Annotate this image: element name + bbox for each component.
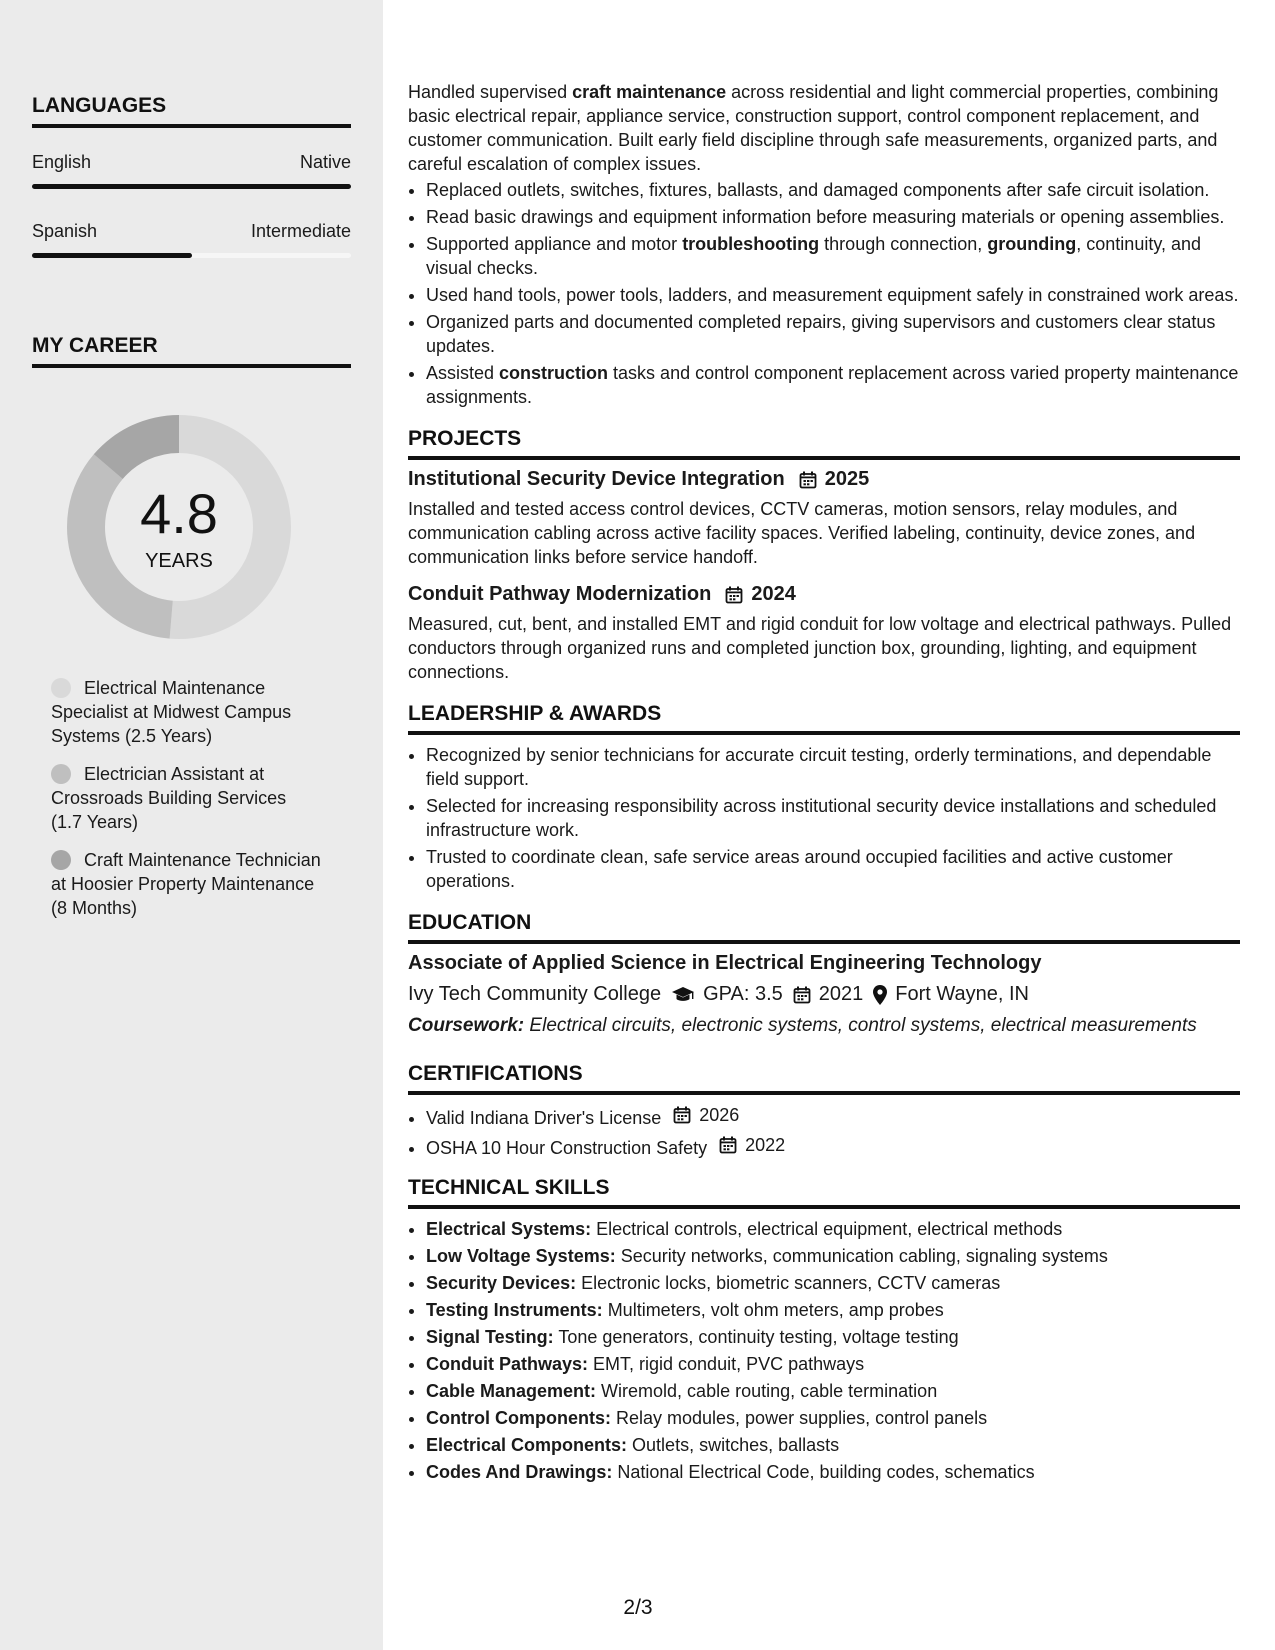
list-item: • Trusted to coordinate clean, safe service areas around occupied facilities and active customer operations. bbox=[426, 845, 1240, 893]
legend-dot bbox=[51, 678, 71, 698]
project-description: Measured, cut, bent, and installed EMT and rigid conduit for low voltage and electrical pathways. Pulled conductors through organized runs and completed junction box, grounding, lighting, and equipment connections. bbox=[408, 614, 1232, 682]
project-name: Institutional Security Device Integration bbox=[408, 468, 785, 490]
gpa: GPA: 3.5 bbox=[703, 983, 783, 1005]
language-level-bar bbox=[32, 253, 351, 258]
language-level: Native bbox=[299, 152, 351, 172]
career-legend bbox=[51, 676, 321, 934]
degree-title: Associate of Applied Science in Electrical Engineering Technology bbox=[408, 952, 1042, 974]
language-level-fill bbox=[32, 253, 192, 258]
calendar-icon bbox=[799, 471, 817, 489]
calendar-icon bbox=[725, 586, 743, 604]
project-title bbox=[408, 468, 1240, 491]
language-row-english bbox=[32, 152, 351, 173]
list-item: • Electrical Systems: Electrical controls, electrical equipment, electrical methods bbox=[426, 1217, 1240, 1241]
career-legend-text: Craft Maintenance Technician at Hoosier Property Maintenance (8 Months) bbox=[51, 850, 321, 918]
list-item: • Conduit Pathways: EMT, rigid conduit, PVC pathways bbox=[426, 1352, 1240, 1376]
education-meta bbox=[408, 983, 1240, 1006]
list-item: • Organized parts and documented completed repairs, giving supervisors and customers clear status updates. bbox=[426, 310, 1240, 358]
project-year: 2024 bbox=[751, 583, 796, 605]
certification-name: OSHA 10 Hour Construction Safety bbox=[426, 1138, 708, 1158]
calendar-icon bbox=[673, 1106, 691, 1124]
certifications-list bbox=[408, 1103, 1240, 1160]
graduation-cap-icon bbox=[671, 986, 695, 1004]
legend-dot bbox=[51, 764, 71, 784]
list-item: • Electrical Components: Outlets, switches, ballasts bbox=[426, 1433, 1240, 1457]
language-row-spanish bbox=[32, 221, 351, 242]
list-item: • Supported appliance and motor troubleshooting through connection, grounding, continuity, and visual checks. bbox=[426, 232, 1240, 280]
education-heading: EDUCATION bbox=[408, 911, 1240, 944]
language-level-bar bbox=[32, 184, 351, 189]
list-item: • Control Components: Relay modules, power supplies, control panels bbox=[426, 1406, 1240, 1430]
calendar-icon bbox=[719, 1136, 737, 1154]
career-legend-text: Electrical Maintenance Specialist at Midwest Campus Systems (2.5 Years) bbox=[51, 678, 292, 746]
legend-dot bbox=[51, 850, 71, 870]
list-item: • Replaced outlets, switches, fixtures, ballasts, and damaged components after safe circuit isolation. bbox=[426, 178, 1240, 202]
calendar-icon bbox=[793, 986, 811, 1004]
language-level-fill bbox=[32, 184, 351, 189]
leadership-list bbox=[408, 743, 1240, 893]
experience-bullets bbox=[408, 178, 1240, 409]
leadership-heading: LEADERSHIP & AWARDS bbox=[408, 702, 1240, 735]
list-item: • Assisted construction tasks and control component replacement across varied property maintenance assignments. bbox=[426, 361, 1240, 409]
projects-heading: PROJECTS bbox=[408, 427, 1240, 460]
list-item bbox=[426, 1103, 1240, 1130]
page-number: 2/3 bbox=[623, 1596, 653, 1619]
certification-year: 2022 bbox=[745, 1135, 786, 1155]
project-name: Conduit Pathway Modernization bbox=[408, 583, 712, 605]
career-legend-item bbox=[51, 848, 321, 920]
language-level: Intermediate bbox=[250, 221, 351, 241]
main-content bbox=[408, 80, 1240, 1487]
career-legend-text: Electrician Assistant at Crossroads Building Services (1.7 Years) bbox=[51, 764, 287, 832]
career-legend-item bbox=[51, 676, 321, 748]
project-year: 2025 bbox=[824, 468, 870, 490]
experience-summary: Handled supervised craft maintenance across residential and light commercial properties, combining basic electrical repair, appliance service, construction support, control component replacement, and customer communication. Built early field discipline through safe measurements, organized parts, and careful escalation of complex issues. bbox=[408, 82, 1219, 174]
language-name: English bbox=[32, 152, 92, 172]
list-item: • Selected for increasing responsibility across institutional security device installations and scheduled infrastructure work. bbox=[426, 794, 1240, 842]
project-description: Installed and tested access control devices, CCTV cameras, motion sensors, relay modules, and communication cabling across active facility spaces. Verified labeling, continuity, device zones, and communication links before service handoff. bbox=[408, 499, 1196, 567]
career-heading: MY CAREER bbox=[32, 334, 351, 368]
graduation-year: 2021 bbox=[818, 983, 864, 1005]
skills-heading: TECHNICAL SKILLS bbox=[408, 1176, 1240, 1209]
career-legend-item bbox=[51, 762, 321, 834]
school-location: Fort Wayne, IN bbox=[895, 983, 1029, 1005]
sidebar bbox=[0, 0, 383, 1650]
project-title bbox=[408, 583, 1240, 606]
certification-year: 2026 bbox=[699, 1105, 740, 1125]
languages-heading: LANGUAGES bbox=[32, 94, 351, 128]
location-pin-icon bbox=[873, 985, 887, 1005]
coursework bbox=[408, 1014, 1240, 1038]
list-item: • Signal Testing: Tone generators, continuity testing, voltage testing bbox=[426, 1325, 1240, 1349]
school-name: Ivy Tech Community College bbox=[408, 983, 662, 1005]
certification-name: Valid Indiana Driver's License bbox=[426, 1108, 662, 1128]
list-item: • Low Voltage Systems: Security networks, communication cabling, signaling systems bbox=[426, 1244, 1240, 1268]
list-item: • Recognized by senior technicians for accurate circuit testing, orderly terminations, and dependable field support. bbox=[426, 743, 1240, 791]
list-item: • Security Devices: Electronic locks, biometric scanners, CCTV cameras bbox=[426, 1271, 1240, 1295]
skills-list bbox=[408, 1217, 1240, 1484]
list-item: • Codes And Drawings: National Electrical Code, building codes, schematics bbox=[426, 1460, 1240, 1484]
career-total-unit: YEARS bbox=[145, 550, 213, 572]
coursework-text: Electrical circuits, electronic systems, control systems, electrical measurements bbox=[524, 1015, 1197, 1036]
list-item: • Testing Instruments: Multimeters, volt ohm meters, amp probes bbox=[426, 1298, 1240, 1322]
list-item: • Read basic drawings and equipment information before measuring materials or opening assemblies. bbox=[426, 205, 1240, 229]
coursework-label: Coursework: bbox=[408, 1015, 525, 1036]
career-total-years: 4.8 bbox=[140, 482, 218, 545]
list-item: • Cable Management: Wiremold, cable routing, cable termination bbox=[426, 1379, 1240, 1403]
list-item: • Used hand tools, power tools, ladders, and measurement equipment safely in constrained work areas. bbox=[426, 283, 1240, 307]
certifications-heading: CERTIFICATIONS bbox=[408, 1062, 1240, 1095]
list-item bbox=[426, 1133, 1240, 1160]
language-name: Spanish bbox=[32, 221, 98, 241]
